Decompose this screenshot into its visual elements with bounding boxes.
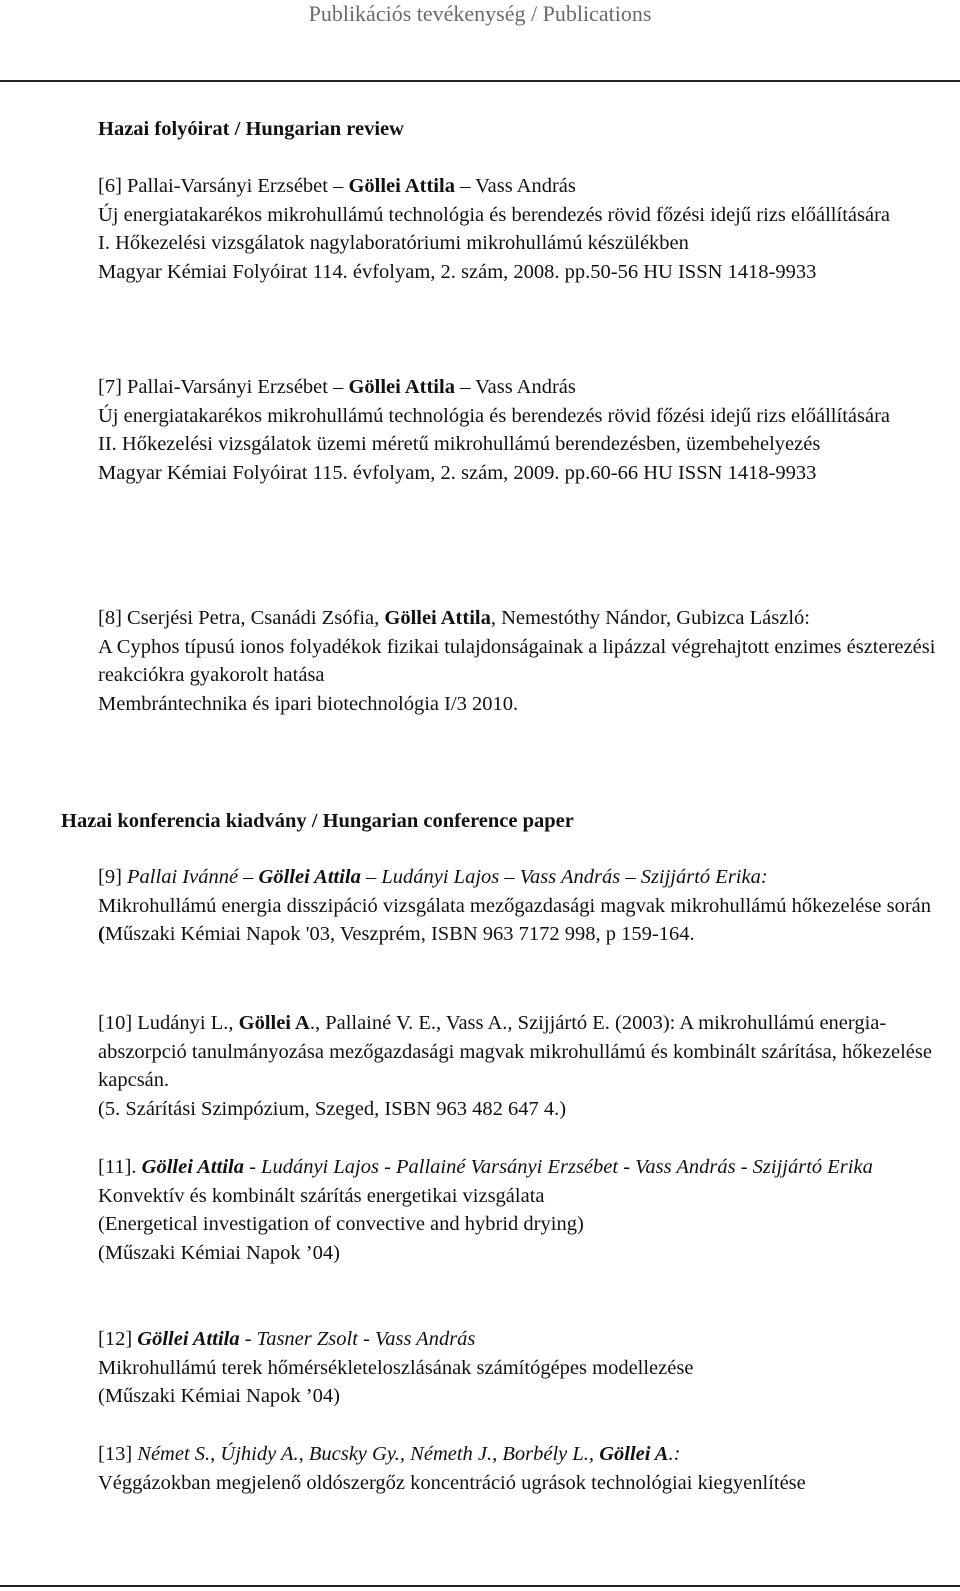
publication-entry-9 xyxy=(98,863,950,949)
publication-entry-11 xyxy=(98,1153,950,1268)
entry-subtitle: II. Hőkezelési vizsgálatok üzemi méretű mikrohullámú berendezésben, üzembehelyezés xyxy=(98,433,821,456)
publication-entry-12 xyxy=(98,1325,950,1411)
entry-title: Mikrohullámú terek hőmérsékleteloszlásának számítógépes modellezése xyxy=(98,1356,694,1379)
entry-title: Új energiatakarékos mikrohullámú technológia és berendezés rövid főzési idejű rizs előállítására xyxy=(98,203,890,226)
publication-entry-6 xyxy=(98,172,950,287)
publication-entry-10 xyxy=(98,1009,950,1124)
entry-authors: [6] Pallai-Varsányi Erzsébet – Göllei Attila – Vass András xyxy=(98,175,576,197)
entry-title: Véggázokban megjelenő oldószergőz koncentráció ugrások technológiai kiegyenlítése xyxy=(98,1471,806,1494)
entry-authors: [9] Pallai Ivánné – Göllei Attila – Ludányi Lajos – Vass András – Szijjártó Erika: xyxy=(98,866,768,888)
entry-title: A Cyphos típusú ionos folyadékok fizikai tulajdonságainak a lipázzal végrehajtott enzimes észterezési reakciókra gyakorolt hatása xyxy=(98,635,936,687)
entry-title: Konvektív és kombinált szárítás energetikai vizsgálata xyxy=(98,1184,545,1207)
entry-authors: [8] Cserjési Petra, Csanádi Zsófia, Göllei Attila, Nemestóthy Nándor, Gubizca László: xyxy=(98,607,810,629)
entry-source: (Műszaki Kémiai Napok '03, Veszprém, ISBN 963 7172 998, p 159-164. xyxy=(98,923,695,946)
entry-source: Magyar Kémiai Folyóirat 115. évfolyam, 2. szám, 2009. pp.60-66 HU ISSN 1418-9933 xyxy=(98,462,817,485)
entry-source: (Műszaki Kémiai Napok ’04) xyxy=(98,1385,340,1408)
publication-entry-8 xyxy=(98,604,950,719)
publication-entry-13 xyxy=(98,1440,950,1497)
entry-authors: [13] Német S., Újhidy A., Bucsky Gy., Németh J., Borbély L., Göllei A.: xyxy=(98,1443,681,1465)
entry-authors: [12] Göllei Attila - Tasner Zsolt - Vass András xyxy=(98,1328,476,1350)
entry-title: Új energiatakarékos mikrohullámú technológia és berendezés rövid főzési idejű rizs előállítására xyxy=(98,404,890,427)
entry-authors: [11]. Göllei Attila - Ludányi Lajos - Pallainé Varsányi Erzsébet - Vass András - Szijjártó Erika xyxy=(98,1156,873,1178)
header-divider xyxy=(0,80,960,82)
entry-authors-title: [10] Ludányi L., Göllei A., Pallainé V. E., Vass A., Szijjártó E. (2003): A mikrohullámú energia-abszorpció tanulmányozása mezőgazdasági magvak mikrohullámú és kombinált szárítása, hőkezelése kapcsán. xyxy=(98,1012,932,1092)
entry-source: (Műszaki Kémiai Napok ’04) xyxy=(98,1242,340,1265)
entry-source: Membrántechnika és ipari biotechnológia I/3 2010. xyxy=(98,693,519,716)
entry-title: Mikrohullámú energia disszipáció vizsgálata mezőgazdasági magvak mikrohullámú hőkezelése során xyxy=(98,894,932,917)
entry-authors: [7] Pallai-Varsányi Erzsébet – Göllei Attila – Vass András xyxy=(98,376,576,398)
footer-divider xyxy=(0,1585,960,1587)
page-header: Publikációs tevékenység / Publications xyxy=(308,1,652,26)
entry-source: (5. Szárítási Szimpózium, Szeged, ISBN 963 482 647 4.) xyxy=(98,1098,567,1121)
entry-subtitle: I. Hőkezelési vizsgálatok nagylaboratóriumi mikrohullámú készülékben xyxy=(98,232,689,255)
entry-title-english: (Energetical investigation of convective and hybrid drying) xyxy=(98,1213,584,1236)
publication-entry-7 xyxy=(98,373,950,488)
entry-source: Magyar Kémiai Folyóirat 114. évfolyam, 2. szám, 2008. pp.50-56 HU ISSN 1418-9933 xyxy=(98,261,817,284)
section-heading-review: Hazai folyóirat / Hungarian review xyxy=(98,118,404,140)
section-heading-conference: Hazai konferencia kiadvány / Hungarian conference paper xyxy=(61,810,574,832)
